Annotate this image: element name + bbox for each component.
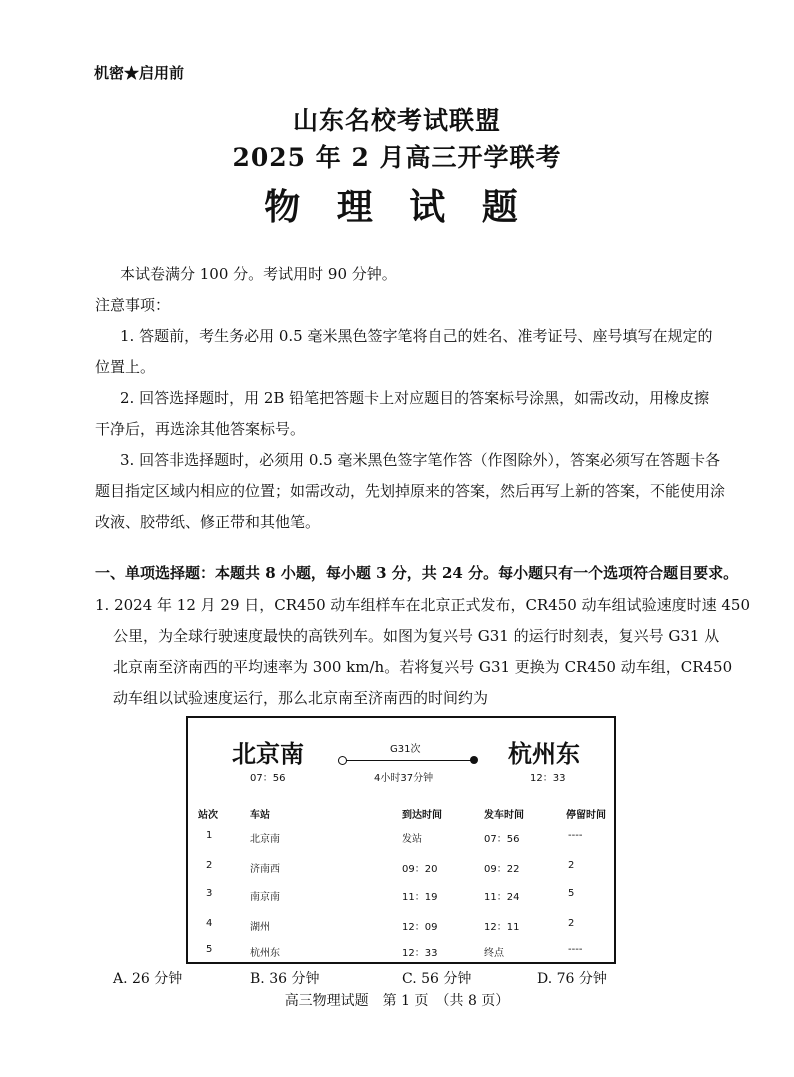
row-station: 湖州: [250, 922, 270, 933]
row-departure: 11：24: [484, 892, 520, 903]
row-departure: 终点: [484, 948, 504, 959]
question-line: 1. 2024 年 12 月 29 日，CR450 动车组样车在北京正式发布，CR450 动车组试验速度时速 450: [95, 596, 751, 614]
row-arrival: 发站: [402, 834, 422, 845]
question-line: 动车组以试验速度运行，那么北京南至济南西的时间约为: [113, 689, 489, 707]
row-station: 杭州东: [250, 948, 280, 959]
row-stop: 5: [568, 888, 575, 899]
row-stop: ----: [568, 830, 583, 841]
score-line: 本试卷满分 100 分。考试用时 90 分钟。: [120, 265, 397, 283]
train-number: G31次: [390, 744, 421, 755]
row-stop: ----: [568, 944, 583, 955]
note-line: 3. 回答非选择题时，必须用 0.5 毫米黑色签字笔作答（作图除外），答案必须写在答题卡各: [120, 451, 720, 469]
exam-name: 2025 年 2 月高三开学联考: [232, 143, 562, 172]
note-line: 2. 回答选择题时，用 2B 铅笔把答题卡上对应题目的答案标号涂黑，如需改动，用橡皮擦: [120, 389, 710, 407]
row-station: 南京南: [250, 892, 280, 903]
note-line: 题目指定区域内相应的位置；如需改动，先划掉原来的答案，然后再写上新的答案，不能使用涂: [95, 482, 726, 500]
row-departure: 07：56: [484, 834, 520, 845]
column-header: 站次: [198, 810, 218, 821]
row-station: 济南西: [250, 864, 280, 875]
row-stop: 2: [568, 860, 575, 871]
note-line: 干净后，再选涂其他答案标号。: [95, 420, 306, 438]
destination-time: 12：33: [530, 773, 566, 784]
page-footer: 高三物理试题 第 1 页 （共 8 页）: [284, 993, 510, 1009]
row-arrival: 11：19: [402, 892, 438, 903]
origin-station: 北京南: [232, 740, 304, 768]
section-heading: 一、单项选择题：本题共 8 小题，每小题 3 分，共 24 分。每小题只有一个选项符合题目要求。: [95, 564, 739, 582]
row-index: 5: [206, 944, 213, 955]
row-departure: 12：11: [484, 922, 520, 933]
option-d: D. 76 分钟: [537, 971, 607, 987]
row-index: 3: [206, 888, 213, 899]
train-timetable: [186, 716, 616, 964]
note-line: 改液、胶带纸、修正带和其他笔。: [95, 513, 321, 531]
question-line: 公里，为全球行驶速度最快的高铁列车。如图为复兴号 G31 的运行时刻表，复兴号 G31 从: [113, 627, 720, 645]
origin-time: 07：56: [250, 773, 286, 784]
confidential-mark: 机密★启用前: [94, 64, 185, 82]
option-c: C. 56 分钟: [402, 971, 472, 987]
row-arrival: 12：09: [402, 922, 438, 933]
notice-title: 注意事项：: [95, 296, 171, 314]
route-end-dot: [470, 756, 478, 764]
column-header: 车站: [250, 810, 270, 821]
row-arrival: 09：20: [402, 864, 438, 875]
option-b: B. 36 分钟: [250, 971, 320, 987]
travel-duration: 4小时37分钟: [374, 773, 434, 784]
destination-station: 杭州东: [508, 740, 580, 768]
row-index: 1: [206, 830, 213, 841]
row-index: 2: [206, 860, 213, 871]
note-line: 1. 答题前，考生务必用 0.5 毫米黑色签字笔将自己的姓名、准考证号、座号填写在规定的: [120, 327, 713, 345]
option-a: A. 26 分钟: [113, 971, 183, 987]
column-header: 停留时间: [566, 810, 606, 821]
question-line: 北京南至济南西的平均速率为 300 km/h。若将复兴号 G31 更换为 CR450 动车组，CR450: [113, 658, 733, 676]
row-stop: 2: [568, 918, 575, 929]
row-index: 4: [206, 918, 213, 929]
subject-title: 物 理 试 题: [264, 186, 530, 228]
note-line: 位置上。: [95, 358, 156, 376]
exam-organization: 山东名校考试联盟: [292, 106, 501, 135]
column-header: 发车时间: [484, 810, 524, 821]
route-line: [342, 760, 474, 761]
row-station: 北京南: [250, 834, 280, 845]
column-header: 到达时间: [402, 810, 442, 821]
row-departure: 09：22: [484, 864, 520, 875]
route-start-dot: [338, 756, 347, 765]
row-arrival: 12：33: [402, 948, 438, 959]
